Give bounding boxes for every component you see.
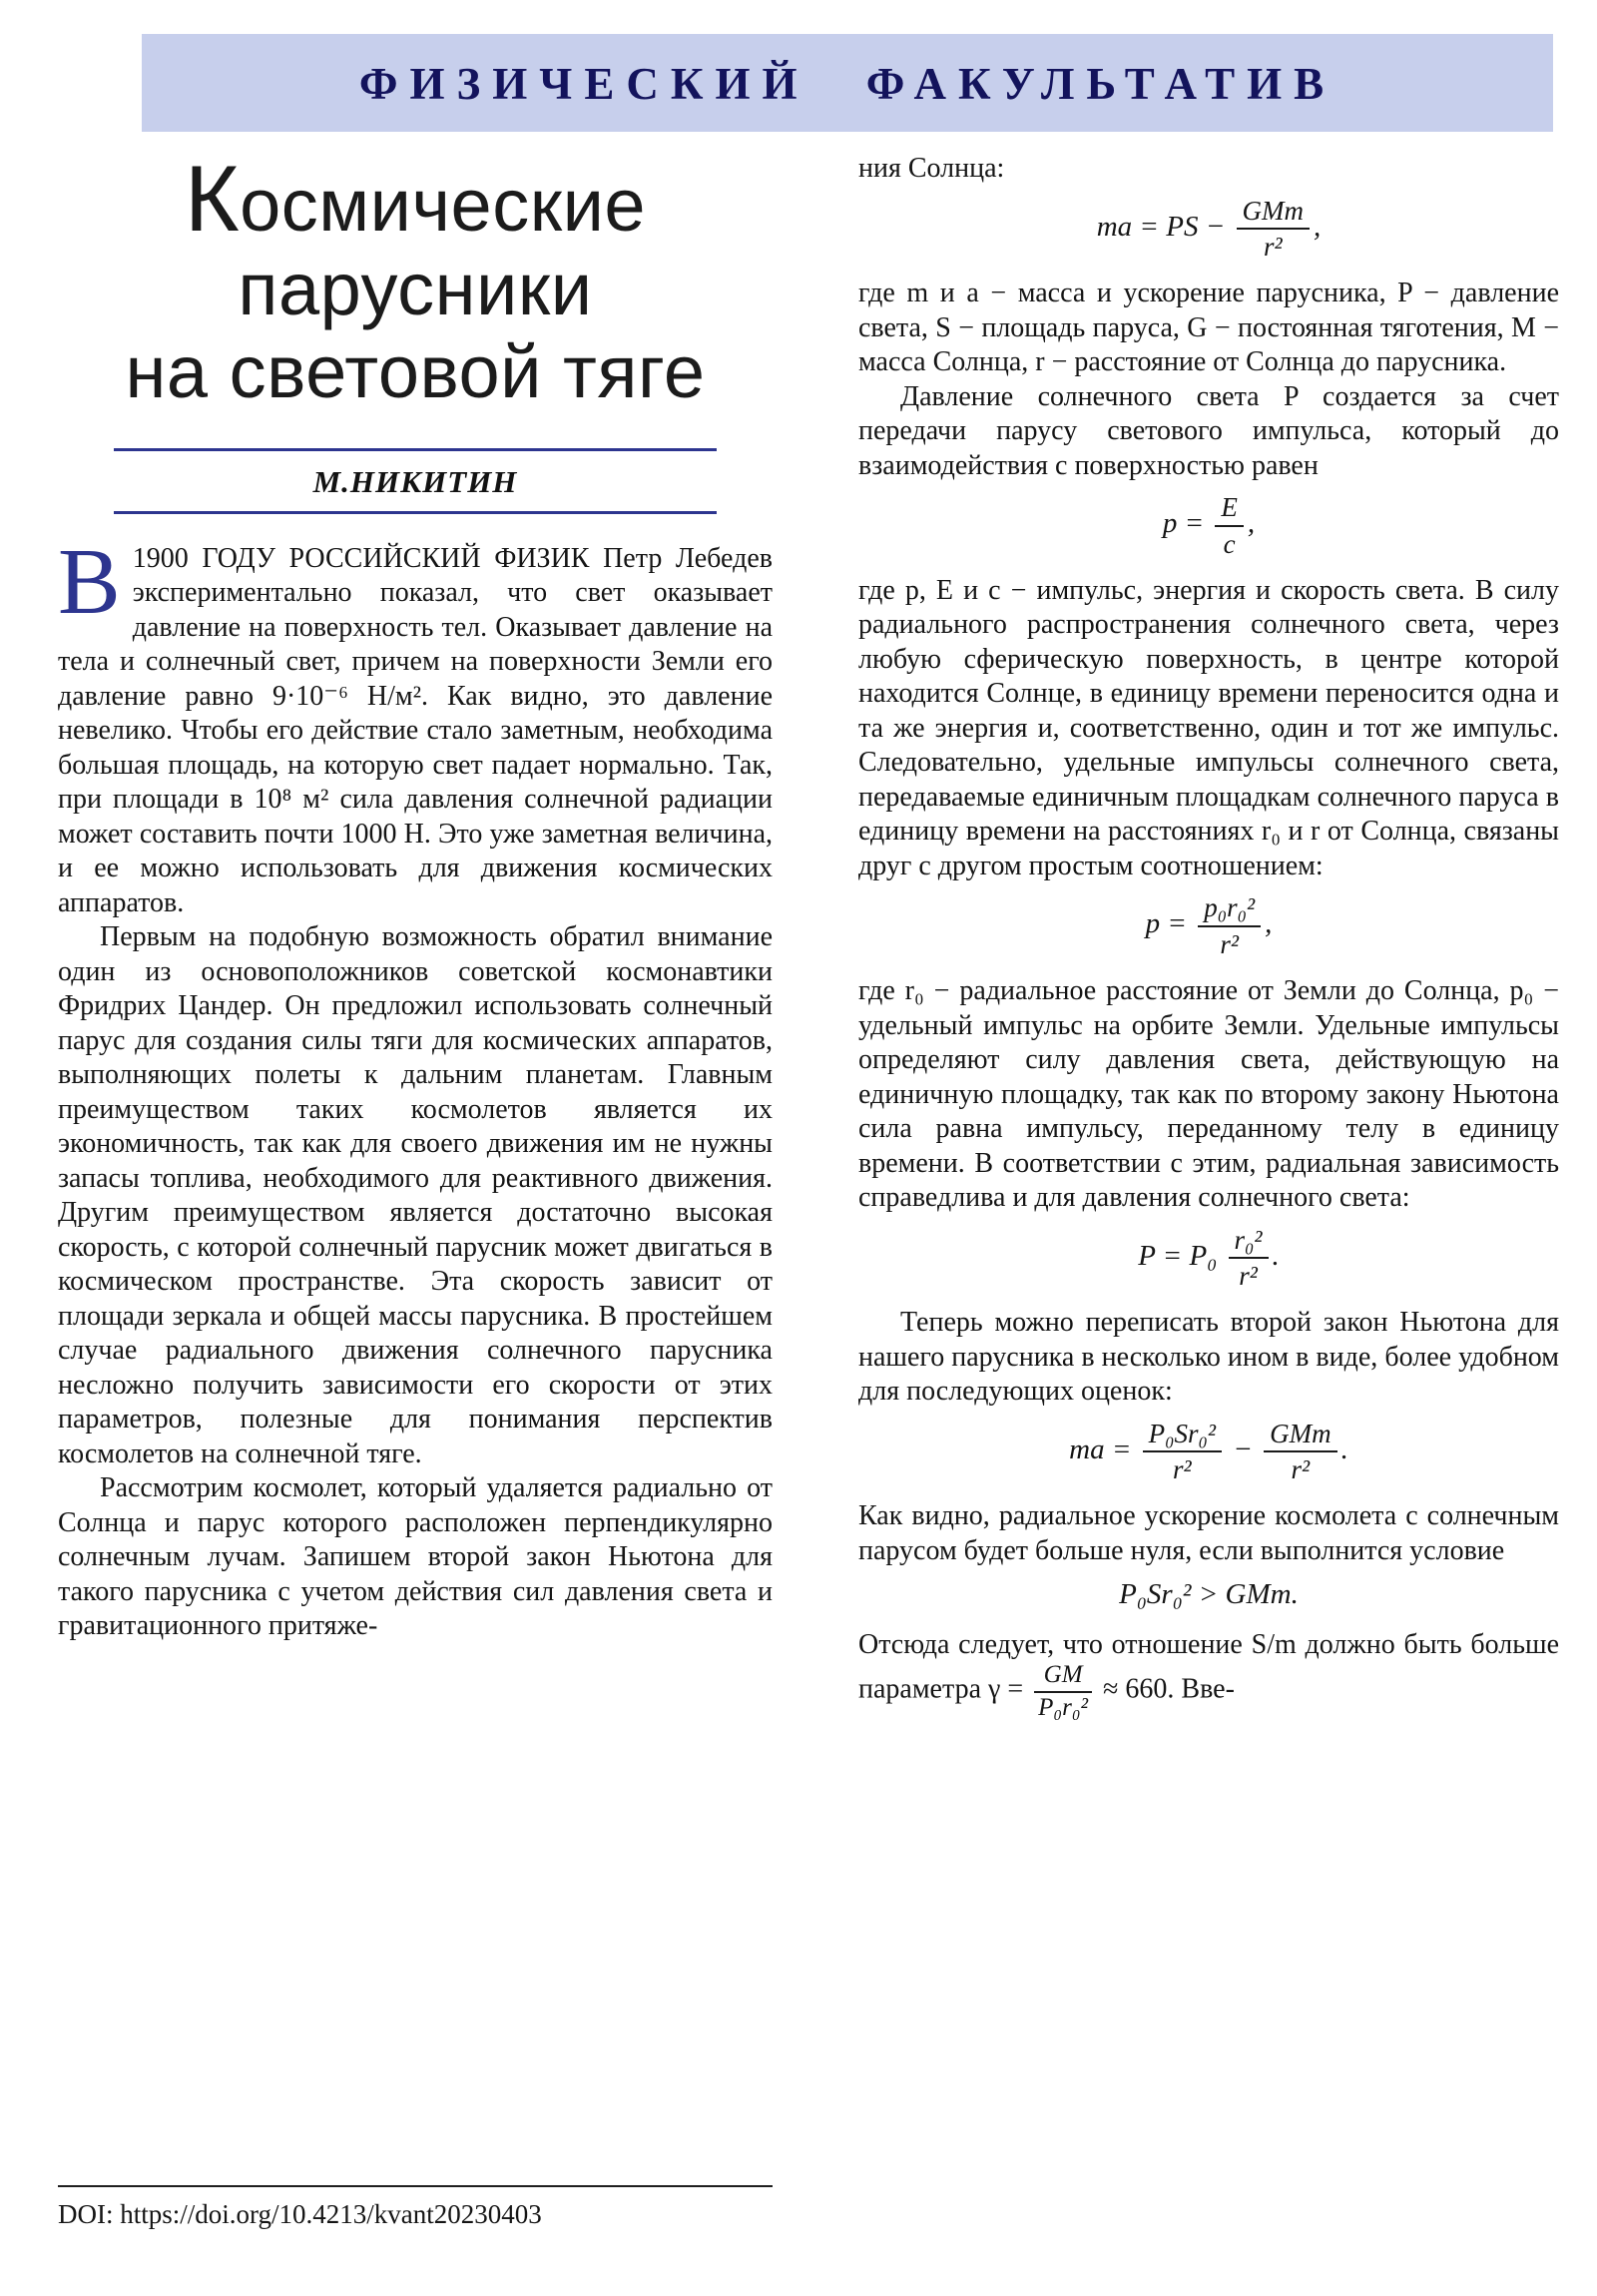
formula-1-lhs: ma = PS − <box>1096 210 1233 243</box>
title-line-2: парусники <box>238 247 593 330</box>
paragraph-continuation: ния Солнца: <box>858 153 1005 184</box>
formula-4-lhs: P = P₀ <box>1138 1239 1225 1272</box>
formula-2-denominator: c <box>1223 528 1236 559</box>
formula-3-denominator: r² <box>1220 928 1239 959</box>
formula-1-numerator: GMm <box>1237 197 1311 230</box>
paragraph-conclusion-pre: Отсюда следует, что отношение S/m должно быть больше параметра γ = <box>858 1628 1559 1705</box>
two-column-layout <box>58 132 1559 2256</box>
formula-5-fraction-1 <box>1143 1420 1222 1484</box>
inline-gamma-denominator: P₀r₀² <box>1038 1693 1089 1721</box>
doi-footer <box>58 2185 773 2230</box>
formula-2-punctuation: , <box>1247 507 1256 540</box>
left-column-text <box>58 529 773 1644</box>
doi-text: DOI: https://doi.org/10.4213/kvant20230403 <box>58 2199 542 2229</box>
paragraph-rewrite-newton: Теперь можно переписать второй закон Ньютона для нашего парусника в несколько ином в виде, более удобном для последующих оценок: <box>858 1307 1559 1408</box>
formula-1-fraction <box>1237 197 1311 262</box>
formula-5-denominator-1: r² <box>1173 1454 1192 1485</box>
paragraph-intro-text: 1900 ГОДУ РОССИЙСКИЙ ФИЗИК Петр Лебедев экспериментально показал, что свет оказывает давление на поверхность тел. Оказывает давление на тела и солнечный свет, причем на поверхности Земли его давление равно 9·10⁻⁶ Н/м². Как видно, это давление невелико. Чтобы его действие стало заметным, необходима большая площадь, на которую свет падает нормально. Так, при площади в 10⁸ м² сила давления солнечной радиации может составить почти 1000 Н. Это уже заметная величина, и ее можно использовать для движения космических аппаратов. <box>58 542 773 918</box>
paragraph-problem-setup: Рассмотрим космолет, который удаляется радиально от Солнца и парус которого расположен перпендикулярно солнечным лучам. Запишем второй закон Ньютона для такого парусника с учетом действия сил давления света и гравитационного притяже- <box>58 1472 773 1642</box>
paragraph-acceleration-condition: Как видно, радиальное ускорение космолета с солнечным парусом будет больше нуля, если выполнится условие <box>858 1500 1559 1566</box>
formula-5-numerator-1: P₀Sr₀² <box>1143 1420 1222 1452</box>
formula-5-denominator-2: r² <box>1291 1454 1311 1485</box>
formula-newton-rewritten <box>858 1420 1559 1484</box>
right-column <box>858 152 1559 2230</box>
formula-6-text: P₀Sr₀² > GMm. <box>1119 1578 1299 1611</box>
author-block <box>114 448 717 514</box>
formula-5-fraction-2 <box>1264 1420 1337 1484</box>
formula-3-punctuation: , <box>1265 907 1273 940</box>
author-name: М.НИКИТИН <box>312 463 518 499</box>
formula-4-punctuation: . <box>1272 1239 1280 1272</box>
section-banner <box>142 34 1553 132</box>
paragraph-tsander: Первым на подобную возможность обратил внимание один из основоположников советской космонавтики Фридрих Цандер. Он предложил использовать солнечный парус для создания силы тяги для космических аппаратов, выполняющих полеты к дальним планетам. Главным преимуществом таких космолетов является их экономичность, так как для своего движения им не нужны запасы топлива, необходимого для реактивного движения. Другим преимуществом является достаточно высокая скорость, с которой солнечный парусник может двигаться в космическом пространстве. Эта скорость зависит от площади зеркала и общей массы парусника. В простейшем случае радиального движения солнечного парусника несложно получить зависимости его скорости от этих параметров, полезные для понимания перспектив космолетов на солнечной тяге. <box>58 921 773 1469</box>
paragraph-light-pressure: Давление солнечного света P создается за счет передачи парусу светового импульса, который до взаимодействия с поверхностью равен <box>858 380 1559 481</box>
formula-3-numerator: p₀r₀² <box>1198 893 1261 926</box>
title-line-1 <box>58 146 773 251</box>
formula-1-punctuation: , <box>1314 210 1322 243</box>
formula-2-fraction <box>1215 493 1244 558</box>
formula-newton-second-law <box>858 197 1559 262</box>
formula-4-denominator: r² <box>1239 1260 1258 1291</box>
paragraph-conclusion <box>858 1628 1559 1721</box>
section-banner-title: ФИЗИЧЕСКИЙ ФАКУЛЬТАТИВ <box>358 59 1336 109</box>
paragraph-impulse-explanation: где p, E и c − импульс, энергия и скорость света. В силу радиального распространения солнечного света, через любую сферическую поверхность, в центре которой находится Солнце, в единицу времени переносится одна и та же энергия и, соответственно, один и тот же импульс. Следовательно, удельные импульсы солнечного света, передаваемые единичным площадкам солнечного паруса в единицу времени на расстояниях r₀ и r от Солнца, связаны друг с другом простым соотношением: <box>858 574 1559 881</box>
formula-5-numerator-2: GMm <box>1264 1420 1337 1452</box>
formula-3-fraction <box>1198 893 1261 958</box>
formula-impulse-ratio <box>858 893 1559 958</box>
formula-2-lhs: p = <box>1162 507 1212 540</box>
formula-5-lhs: ma = <box>1069 1433 1139 1465</box>
drop-cap: В <box>58 529 121 634</box>
formula-5-punctuation: . <box>1340 1433 1348 1465</box>
formula-5-minus: − <box>1226 1433 1261 1465</box>
title-initial-letter: К <box>184 146 241 251</box>
article-title <box>58 146 773 414</box>
inline-gamma-numerator: GM <box>1034 1662 1092 1692</box>
title-line-3: на световой тяге <box>125 330 706 414</box>
formula-2-numerator: E <box>1215 493 1244 526</box>
formula-pressure-ratio <box>858 1226 1559 1291</box>
formula-1-denominator: r² <box>1263 231 1283 262</box>
formula-3-lhs: p = <box>1145 907 1195 940</box>
paragraph-conclusion-post: ≈ 660. Вве- <box>1096 1673 1235 1705</box>
paragraph-radial-dependence: где r₀ − радиальное расстояние от Земли до Солнца, p₀ − удельный импульс на орбите Земли. Удельные импульсы определяют силу давления света, действующую на единичную площадку, так как по второму закону Ньютона сила равна импульсу, переданному телу в единицу времени. В соответствии с этим, радиальная зависимость справедлива и для давления солнечного света: <box>858 975 1559 1214</box>
formula-photon-impulse <box>858 493 1559 558</box>
formula-condition-inequality <box>858 1578 1559 1611</box>
paragraph-variable-definitions: где m и a − масса и ускорение парусника, P − давление света, S − площадь паруса, G − постоянная тяготения, M − масса Солнца, r − расстояние от Солнца до парусника. <box>858 278 1559 378</box>
inline-gamma-fraction <box>1034 1662 1092 1721</box>
formula-4-numerator: r₀² <box>1229 1226 1269 1259</box>
paragraph-intro <box>58 529 773 921</box>
left-column <box>58 146 773 2230</box>
formula-4-fraction <box>1229 1226 1269 1291</box>
title-line-1-rest: осмические <box>240 164 647 247</box>
